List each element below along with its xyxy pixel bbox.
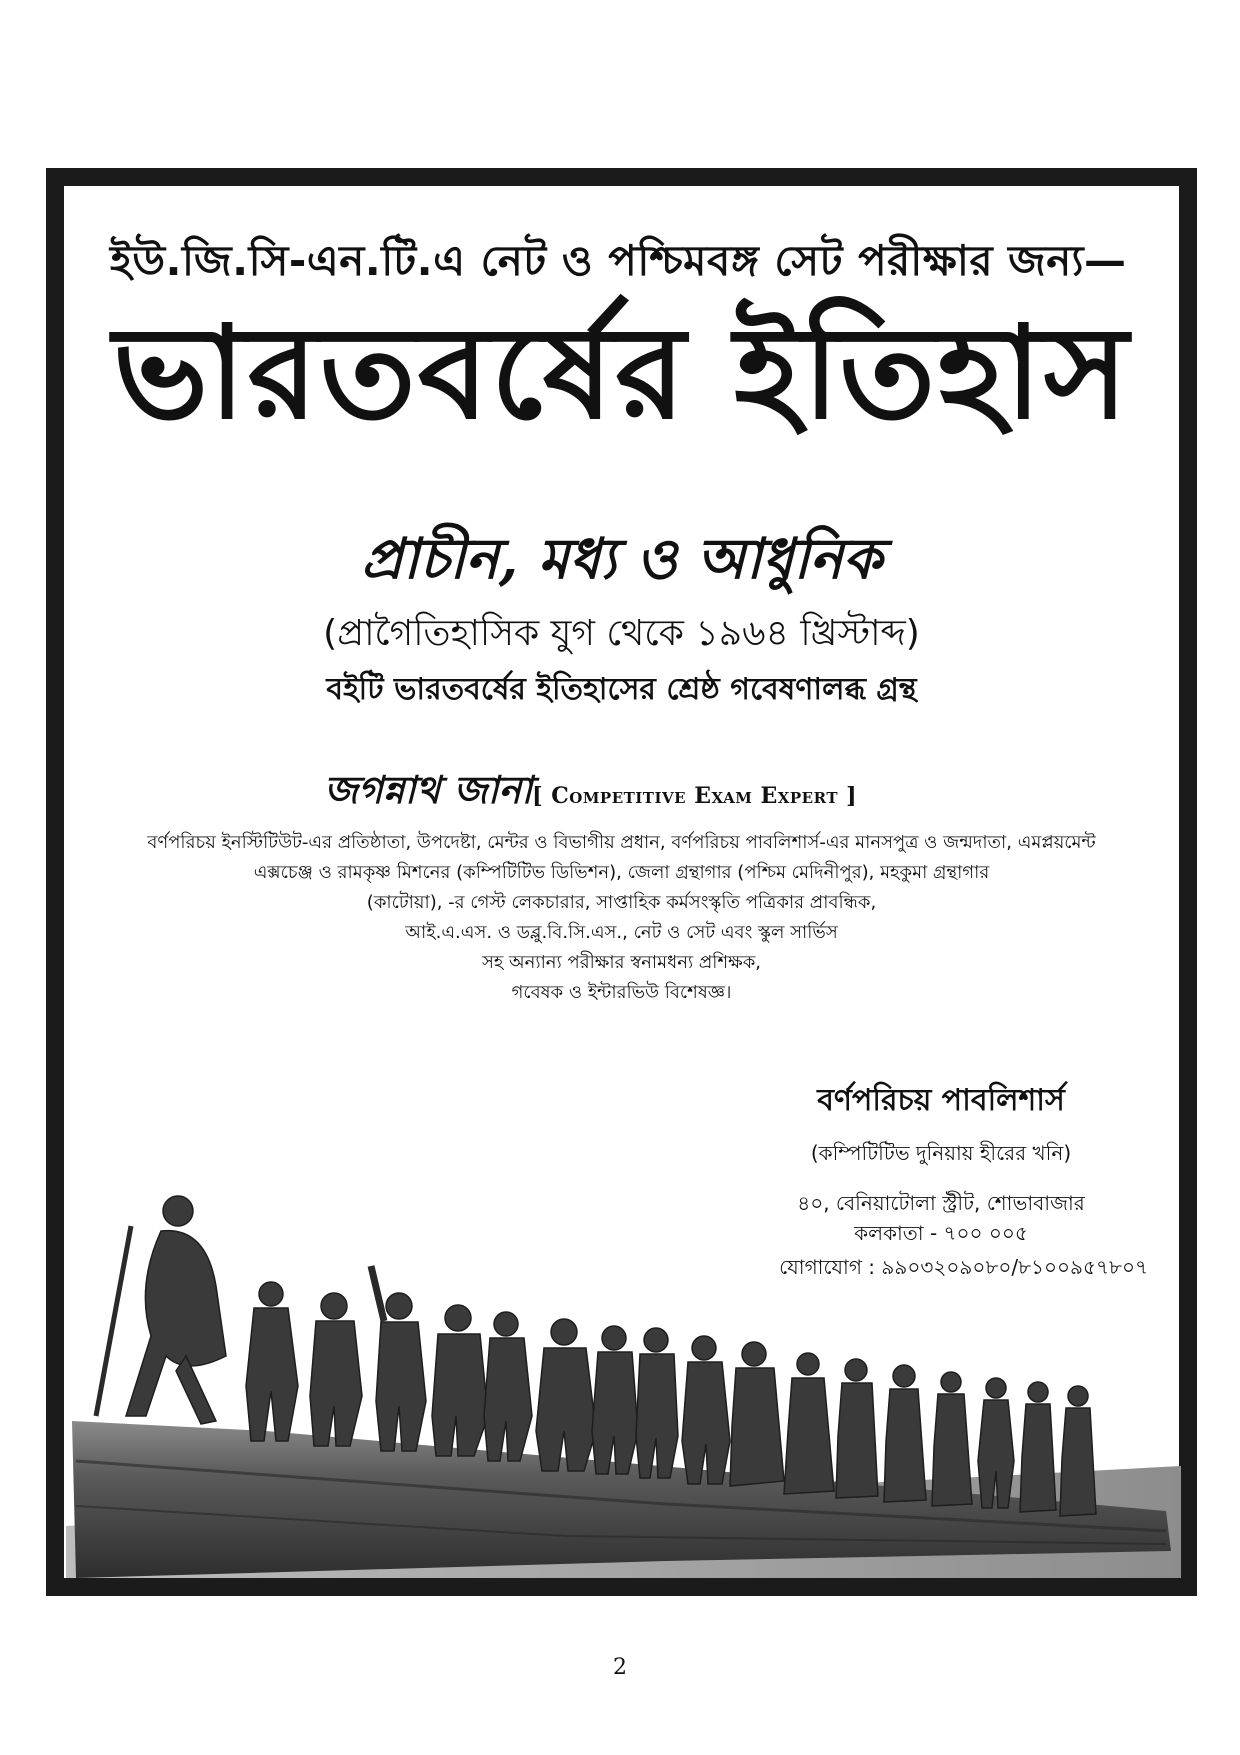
statue-figure [784, 1353, 834, 1494]
statue-figure [310, 1293, 362, 1446]
bio-line: সহ অন্যান্য পরীক্ষার স্বনামধন্য প্রশিক্ষক, [481, 952, 762, 973]
book-subtitle: প্রাচীন, মধ্য ও আধুনিক [361, 526, 882, 592]
statue-figure [1020, 1382, 1056, 1512]
statue-figure [371, 1266, 426, 1451]
statue-figure [730, 1342, 784, 1486]
exam-line: ইউ.জি.সি-এন.টি.এ নেট ও পশ্চিমবঙ্গ সেট পরীক্ষার জন্য— [110, 236, 1127, 285]
statue-figure [636, 1328, 678, 1478]
statue-figure [682, 1336, 730, 1484]
bio-line: গবেষক ও ইন্টারভিউ বিশেষজ্ঞ। [511, 982, 732, 1003]
statue-figure [484, 1312, 532, 1461]
statue-figure [1060, 1386, 1096, 1516]
publisher-address-line2: কলকাতা - ৭০০ ০০৫ [854, 1221, 1028, 1245]
publisher-address-line1: ৪০, বেনিয়াটোলা স্ট্রীট, শোভাবাজার [797, 1191, 1085, 1215]
statue-figure [932, 1372, 972, 1506]
author-designation: [ Competitive Exam Expert ] [532, 783, 858, 809]
publisher-name: বর্ণপরিচয় পাবলিশার্স [817, 1083, 1065, 1118]
statue-figure [432, 1305, 488, 1456]
statue-figure [246, 1282, 298, 1441]
statue-figure [836, 1359, 878, 1498]
author-row [324, 761, 857, 825]
bio-line: আই.এ.এস. ও ডব্লু.বি.সি.এস., নেট ও সেট এবং স্কুল সার্ভিস [405, 922, 838, 943]
statue-figure [536, 1319, 596, 1471]
cover-frame [46, 168, 1197, 1596]
author-bio [84, 828, 1159, 1008]
statue-figure [96, 1196, 226, 1424]
statue-figure [884, 1365, 926, 1502]
statue-figure [592, 1326, 638, 1474]
bio-line: এক্সচেঞ্জ ও রামকৃষ্ণ মিশনের (কম্পিটিটিভ ডিভিশন), জেলা গ্রন্থাগার (পশ্চিম মেদিনীপুর), মহকুমা গ্রন্থাগার [253, 862, 990, 883]
bio-line: বর্ণপরিচয় ইনস্টিটিউট-এর প্রতিষ্ঠাতা, উপদেষ্টা, মেন্টর ও বিভাগীয় প্রধান, বর্ণপরিচয় পাবলিশার্স-এর মানসপুত্র ও জন্মদাতা, এমপ্লয়মেন্ট [147, 832, 1096, 853]
publisher-tagline: (কম্পিটিটিভ দুনিয়ায় হীরের খনি) [810, 1141, 1072, 1165]
page-number: 2 [613, 1655, 627, 1680]
publisher-block [726, 1076, 1156, 1282]
author-name: জগন্নাথ জানা [324, 767, 533, 812]
book-title: ভারতবর্ষের ইতিহাস [112, 299, 1131, 448]
publisher-contact: যোগাযোগ : ৯৯০৩২০৯০৮০/৮১০০৯৫৭৮০৭ [779, 1255, 1148, 1279]
book-period: (প্রাগৈতিহাসিক যুগ থেকে ১৯৬৪ খ্রিস্টাব্দ) [323, 613, 920, 654]
book-tagline: বইটি ভারতবর্ষের ইতিহাসের শ্রেষ্ঠ গবেষণালব্ধ গ্রন্থ [326, 672, 917, 707]
bio-line: (কাটোয়া), -র গেস্ট লেকচারার, সাপ্তাহিক কর্মসংস্কৃতি পত্রিকার প্রাবন্ধিক, [366, 892, 877, 913]
